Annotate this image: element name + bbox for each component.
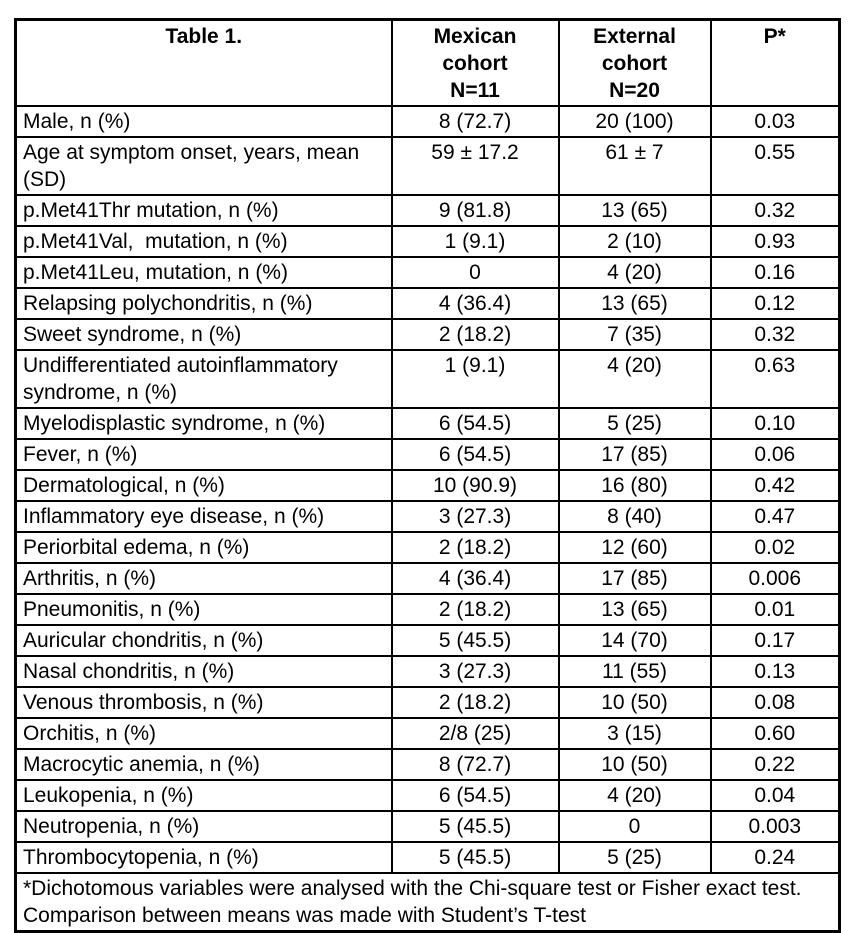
header-p-value: P* (711, 20, 840, 107)
mexican-value: 6 (54.5) (392, 408, 559, 439)
external-value: 5 (25) (559, 408, 711, 439)
table-row (16, 319, 840, 350)
row-label: Thrombocytopenia, n (%) (16, 842, 392, 873)
header-external-line3: N=20 (609, 79, 660, 102)
table-row (16, 408, 840, 439)
p-value: 0.63 (711, 350, 840, 408)
p-value: 0.006 (711, 563, 840, 594)
external-value: 20 (100) (559, 106, 711, 137)
p-value: 0.12 (711, 288, 840, 319)
row-label: Orchitis, n (%) (16, 718, 392, 749)
table-row (16, 656, 840, 687)
mexican-value: 3 (27.3) (392, 656, 559, 687)
mexican-value: 9 (81.8) (392, 195, 559, 226)
table-row (16, 106, 840, 137)
table-1-container (14, 18, 841, 933)
row-label: Periorbital edema, n (%) (16, 532, 392, 563)
mexican-value: 2 (18.2) (392, 594, 559, 625)
header-mexican-cohort (392, 20, 559, 107)
mexican-value: 0 (392, 257, 559, 288)
mexican-value: 5 (45.5) (392, 842, 559, 873)
footnote-line2: Comparison between means was made with Student’s T-test (23, 904, 587, 927)
external-value: 4 (20) (559, 350, 711, 408)
table-row (16, 532, 840, 563)
external-value: 17 (85) (559, 563, 711, 594)
table-row (16, 257, 840, 288)
table-row (16, 749, 840, 780)
table-row (16, 137, 840, 195)
p-value: 0.17 (711, 625, 840, 656)
mexican-value: 3 (27.3) (392, 501, 559, 532)
external-value: 13 (65) (559, 195, 711, 226)
external-value: 5 (25) (559, 842, 711, 873)
p-value: 0.08 (711, 687, 840, 718)
row-label: Pneumonitis, n (%) (16, 594, 392, 625)
mexican-value: 4 (36.4) (392, 563, 559, 594)
mexican-value: 59 ± 17.2 (392, 137, 559, 195)
footnote-row (16, 873, 840, 932)
row-label: Venous thrombosis, n (%) (16, 687, 392, 718)
row-label: Nasal chondritis, n (%) (16, 656, 392, 687)
table-row (16, 195, 840, 226)
row-label: Macrocytic anemia, n (%) (16, 749, 392, 780)
table-row (16, 842, 840, 873)
table-row (16, 439, 840, 470)
external-value: 2 (10) (559, 226, 711, 257)
row-label: Dermatological, n (%) (16, 470, 392, 501)
header-row (16, 20, 840, 107)
p-value: 0.10 (711, 408, 840, 439)
mexican-value: 8 (72.7) (392, 749, 559, 780)
p-value: 0.13 (711, 656, 840, 687)
table-row (16, 288, 840, 319)
mexican-value: 1 (9.1) (392, 350, 559, 408)
mexican-value: 2/8 (25) (392, 718, 559, 749)
p-value: 0.02 (711, 532, 840, 563)
table-row (16, 718, 840, 749)
mexican-value: 1 (9.1) (392, 226, 559, 257)
footnote (16, 873, 840, 932)
table-row (16, 811, 840, 842)
external-value: 17 (85) (559, 439, 711, 470)
row-label: Neutropenia, n (%) (16, 811, 392, 842)
mexican-value: 5 (45.5) (392, 625, 559, 656)
p-value: 0.003 (711, 811, 840, 842)
external-value: 61 ± 7 (559, 137, 711, 195)
table-row (16, 780, 840, 811)
external-value: 4 (20) (559, 780, 711, 811)
external-value: 14 (70) (559, 625, 711, 656)
external-value: 16 (80) (559, 470, 711, 501)
external-value: 11 (55) (559, 656, 711, 687)
external-value: 13 (65) (559, 288, 711, 319)
p-value: 0.06 (711, 439, 840, 470)
row-label: p.Met41Val, mutation, n (%) (16, 226, 392, 257)
external-value: 3 (15) (559, 718, 711, 749)
header-mexican-line3: N=11 (450, 79, 500, 102)
header-external-cohort (559, 20, 711, 107)
table-row (16, 350, 840, 408)
row-label: Inflammatory eye disease, n (%) (16, 501, 392, 532)
row-label: Leukopenia, n (%) (16, 780, 392, 811)
mexican-value: 2 (18.2) (392, 532, 559, 563)
row-label: p.Met41Leu, mutation, n (%) (16, 257, 392, 288)
external-value: 10 (50) (559, 749, 711, 780)
p-value: 0.42 (711, 470, 840, 501)
p-value: 0.03 (711, 106, 840, 137)
p-value: 0.32 (711, 195, 840, 226)
table-row (16, 625, 840, 656)
header-mexican-line2: cohort (442, 52, 508, 75)
clinical-comparison-table (14, 18, 841, 933)
row-label: Relapsing polychondritis, n (%) (16, 288, 392, 319)
row-label: Fever, n (%) (16, 439, 392, 470)
table-row (16, 226, 840, 257)
mexican-value: 5 (45.5) (392, 811, 559, 842)
external-value: 0 (559, 811, 711, 842)
p-value: 0.24 (711, 842, 840, 873)
table-row (16, 594, 840, 625)
row-label: Undifferentiated autoinflammatory syndrome, n (%) (16, 350, 392, 408)
row-label: Myelodisplastic syndrome, n (%) (16, 408, 392, 439)
p-value: 0.93 (711, 226, 840, 257)
table-row (16, 687, 840, 718)
row-label: Male, n (%) (16, 106, 392, 137)
p-value: 0.47 (711, 501, 840, 532)
table-row (16, 563, 840, 594)
external-value: 13 (65) (559, 594, 711, 625)
row-label: Age at symptom onset, years, mean (SD) (16, 137, 392, 195)
table-title: Table 1. (16, 20, 392, 107)
row-label: Sweet syndrome, n (%) (16, 319, 392, 350)
mexican-value: 10 (90.9) (392, 470, 559, 501)
external-value: 10 (50) (559, 687, 711, 718)
p-value: 0.04 (711, 780, 840, 811)
header-external-line1: External (593, 25, 676, 48)
row-label: Auricular chondritis, n (%) (16, 625, 392, 656)
table-row (16, 470, 840, 501)
footnote-line1: *Dichotomous variables were analysed with the Chi-square test or Fisher exact test. (23, 877, 802, 900)
p-value: 0.16 (711, 257, 840, 288)
row-label: Arthritis, n (%) (16, 563, 392, 594)
mexican-value: 6 (54.5) (392, 780, 559, 811)
mexican-value: 8 (72.7) (392, 106, 559, 137)
mexican-value: 6 (54.5) (392, 439, 559, 470)
p-value: 0.01 (711, 594, 840, 625)
mexican-value: 4 (36.4) (392, 288, 559, 319)
row-label: p.Met41Thr mutation, n (%) (16, 195, 392, 226)
p-value: 0.60 (711, 718, 840, 749)
external-value: 12 (60) (559, 532, 711, 563)
p-value: 0.32 (711, 319, 840, 350)
table-row (16, 501, 840, 532)
external-value: 8 (40) (559, 501, 711, 532)
mexican-value: 2 (18.2) (392, 687, 559, 718)
mexican-value: 2 (18.2) (392, 319, 559, 350)
p-value: 0.55 (711, 137, 840, 195)
p-value: 0.22 (711, 749, 840, 780)
external-value: 7 (35) (559, 319, 711, 350)
header-mexican-line1: Mexican (433, 25, 517, 48)
external-value: 4 (20) (559, 257, 711, 288)
header-external-line2: cohort (601, 52, 668, 75)
